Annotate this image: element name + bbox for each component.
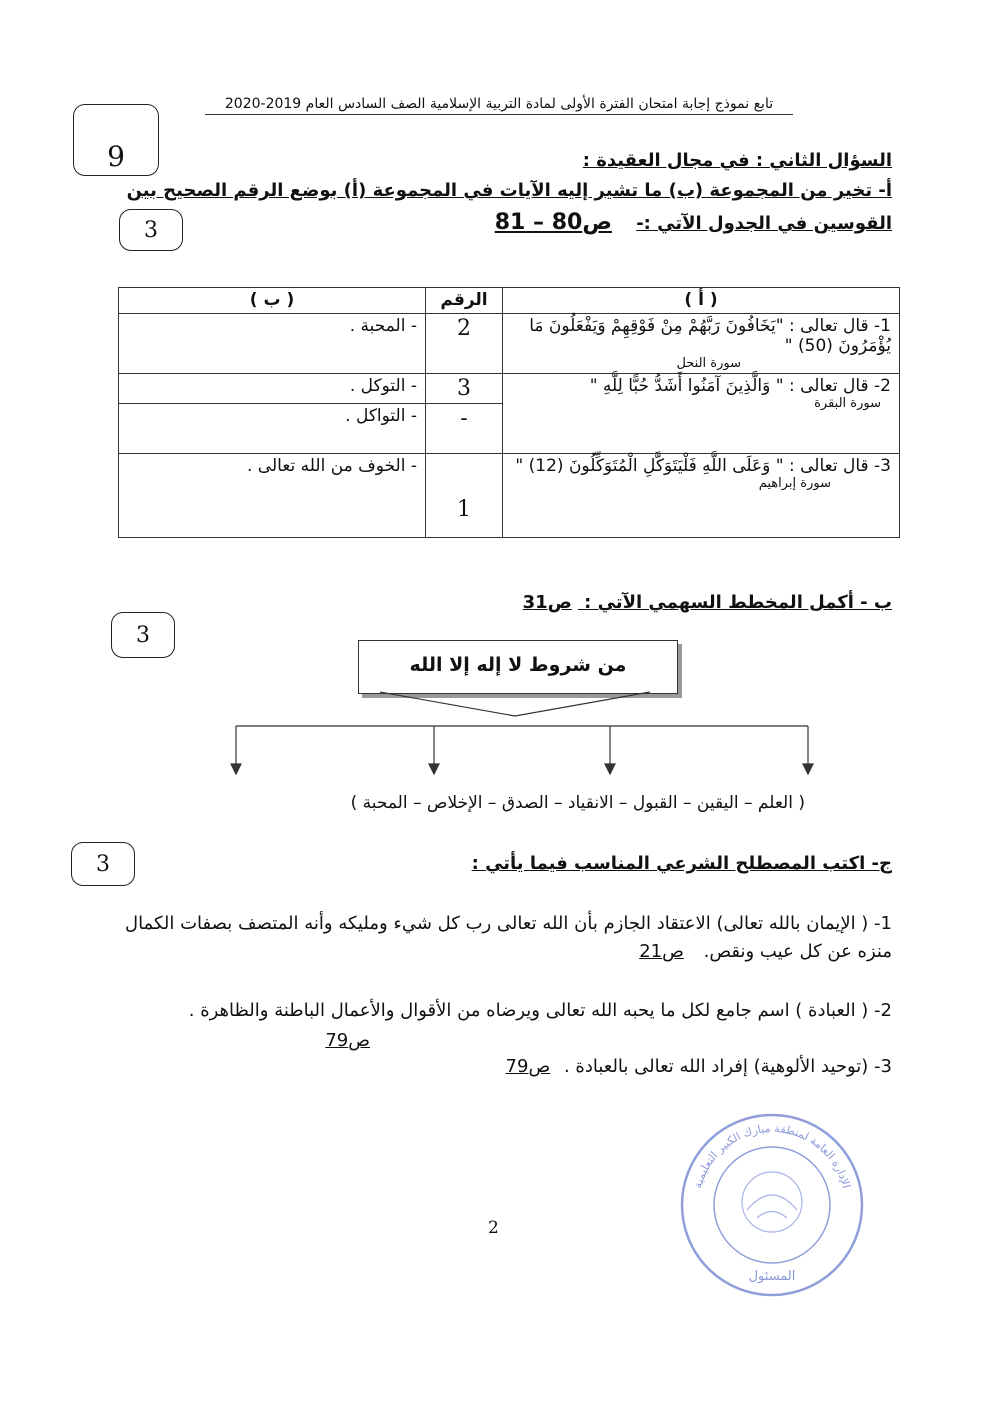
row3-verse	[503, 454, 900, 538]
svg-text:الإدارة العامة لمنطقة مبارك ال	[691, 1122, 853, 1190]
part-b-score-box: 3	[111, 612, 175, 658]
part-a-line2-text: القوسين في الجدول الآتي :-	[636, 213, 892, 234]
row3-number: 1	[426, 454, 503, 538]
term-item-3	[96, 1056, 892, 1077]
header-group-a: ( أ )	[503, 288, 900, 314]
stamp-label: المسئول	[748, 1269, 796, 1284]
total-score-box: 9	[73, 104, 159, 176]
stamp-arc-text: الإدارة العامة لمنطقة مبارك الكبير التعليمية	[691, 1121, 853, 1190]
conditions-list: ( العلم – اليقين – القبول – الانقياد – الصدق – الإخلاص – المحبة )	[350, 793, 805, 813]
arrow-diagram	[230, 690, 820, 790]
row1-verse-text: 1- قال تعالى : "يَخَافُونَ رَبَّهُمْ مِنْ فَوْقِهِمْ وَيَفْعَلُونَ مَا يُؤْمَرُونَ (50) "	[529, 316, 891, 356]
part-b-pages: ص31	[522, 592, 572, 613]
part-c-score-box: 3	[71, 842, 135, 886]
row1-source: سورة النحل	[676, 356, 741, 371]
row2-number: 3	[426, 374, 503, 404]
row2b-answer: - التواكل .	[119, 404, 426, 454]
row1-number: 2	[426, 314, 503, 374]
part-a-score-box: 3	[119, 209, 183, 251]
row2b-number: -	[426, 404, 503, 454]
row3-verse-text: 3- قال تعالى : " وَعَلَى اللَّهِ فَلْيَتَوَكَّلِ الْمُتَوَكِّلُونَ (12) "	[515, 456, 891, 476]
official-stamp	[677, 1110, 867, 1300]
question-2-title: السؤال الثاني : في مجال العقيدة :	[582, 150, 892, 171]
page-header: تابع نموذج إجابة امتحان الفترة الأولى لمادة التربية الإسلامية الصف السادس العام 2019-2020	[205, 96, 793, 115]
row2-verse	[503, 374, 900, 454]
term-3-page: ص79	[505, 1056, 551, 1077]
row2-answer: - التوكل .	[119, 374, 426, 404]
matching-table	[118, 287, 900, 538]
part-b-title	[523, 592, 892, 613]
term-item-1	[96, 910, 892, 966]
term-2-text: 2- ( العبادة ) اسم جامع لكل ما يحبه الله تعالى ويرضاه من الأقوال والأعمال الباطنة والظاهرة .	[188, 1000, 892, 1021]
row2-verse-text: 2- قال تعالى : " وَالَّذِينَ آمَنُوا أَشَدُّ حُبًّا لِلَّهِ "	[589, 376, 891, 396]
part-a-instruction: أ- تخير من المجموعة (ب) ما تشير إليه الآيات في المجموعة (أ) بوضع الرقم الصحيح بين	[126, 180, 892, 201]
row1-verse	[503, 314, 900, 374]
merge-arrow	[380, 692, 650, 716]
row3-source: سورة إبراهيم	[758, 476, 831, 491]
down-arrows	[231, 726, 813, 774]
term-1-text: 1- ( الإيمان بالله تعالى) الاعتقاد الجازم بأن الله تعالى رب كل شيء ومليكه وأنه المتصف بصفات الكمال منزه عن كل عيب ونقص.	[124, 913, 892, 962]
term-2-page: ص79	[325, 1030, 370, 1051]
part-a-pages: ص80 – 81	[494, 210, 612, 235]
page-number: 2	[488, 1218, 499, 1238]
term-3-text: 3- (توحيد الألوهية) إفراد الله تعالى بالعبادة .	[563, 1056, 892, 1077]
term-1-page: ص21	[639, 941, 684, 962]
row2-source: سورة البقرة	[814, 396, 881, 411]
term-item-2	[96, 996, 892, 1056]
row1-answer: - المحبة .	[119, 314, 426, 374]
part-b-title-text: ب - أكمل المخطط السهمي الآتي :	[584, 592, 892, 613]
diagram-root-box: من شروط لا إله إلا الله	[358, 640, 678, 694]
emblem-icon	[742, 1172, 802, 1232]
part-c-title: ج- اكتب المصطلح الشرعي المناسب فيما يأتي :	[471, 853, 892, 874]
row3-answer: - الخوف من الله تعالى .	[119, 454, 426, 538]
header-number: الرقم	[426, 288, 503, 314]
header-group-b: ( ب )	[119, 288, 426, 314]
part-a-instruction-line2	[495, 210, 892, 235]
